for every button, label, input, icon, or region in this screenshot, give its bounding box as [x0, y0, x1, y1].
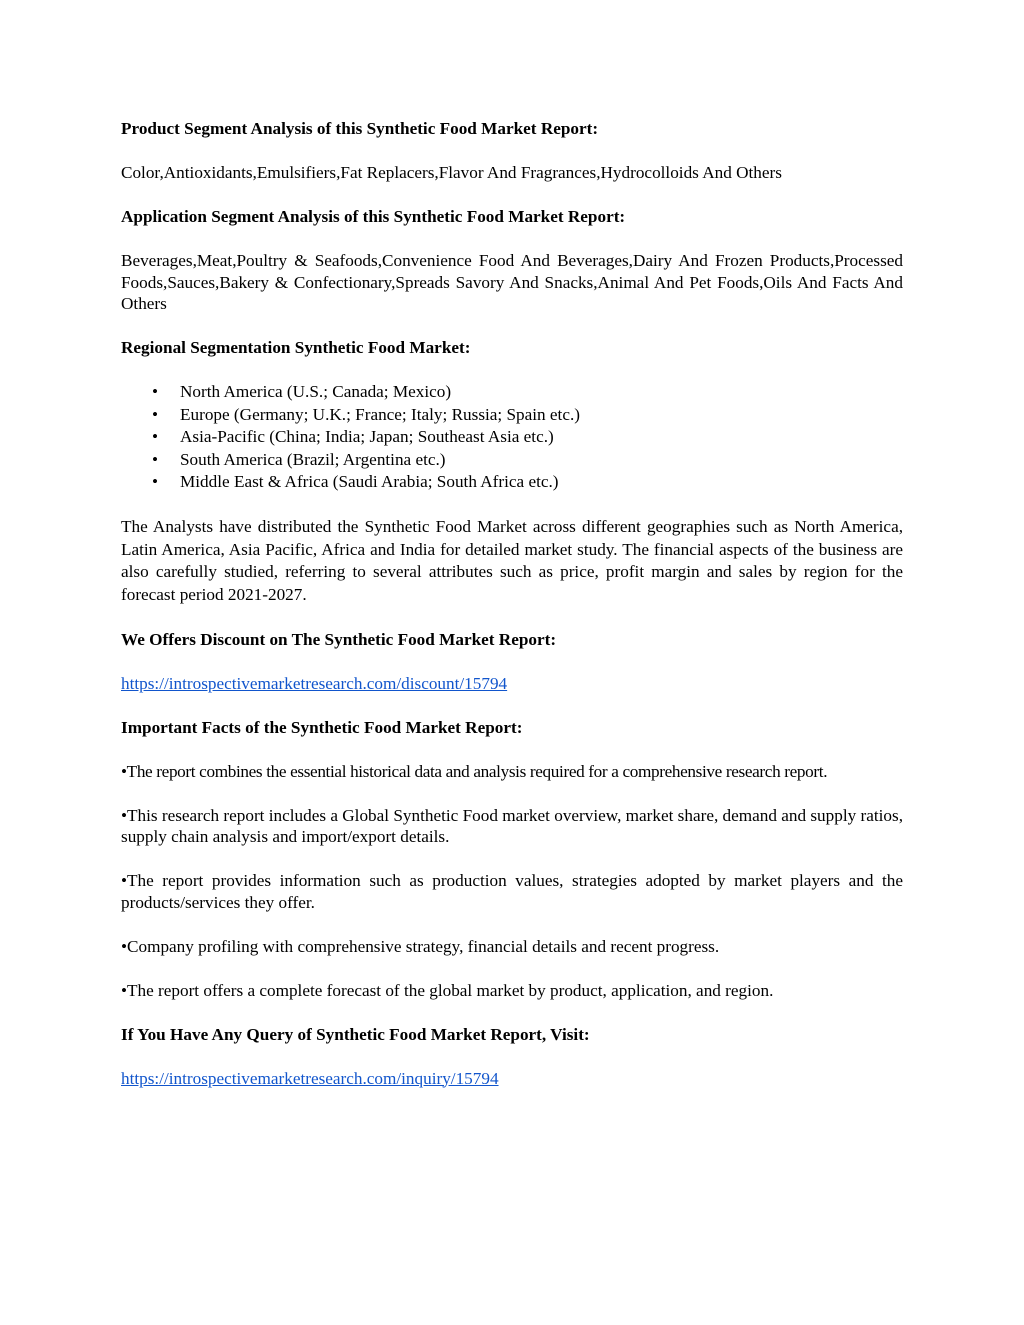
analysts-paragraph: The Analysts have distributed the Synthetic Food Market across different geographies such as North America, Latin America, Asia Pacific, Africa and India for detailed market study. The financial aspects of the business are also carefully studied, referring to several attributes such as price, profit margin and sales by region for the forecast period 2021-2027. [121, 517, 903, 604]
bullet-icon: • [151, 404, 159, 424]
region-label: North America (U.S.; Canada; Mexico) [180, 382, 452, 401]
list-item [121, 471, 903, 494]
bullet-icon: • [151, 382, 159, 401]
important-facts-heading: Important Facts of the Synthetic Food Market Report: [121, 717, 523, 737]
list-item [121, 449, 903, 472]
regional-segmentation-heading: Regional Segmentation Synthetic Food Market: [121, 338, 471, 357]
product-segment-heading: Product Segment Analysis of this Synthetic Food Market Report: [121, 119, 599, 138]
bullet-icon: • [151, 472, 159, 491]
bullet-icon: • [151, 427, 159, 446]
region-label: South America (Brazil; Argentina etc.) [180, 449, 446, 469]
bullet-icon: • [151, 449, 159, 469]
region-label: Asia-Pacific (China; India; Japan; Southeast Asia etc.) [180, 427, 554, 446]
fact-item: •The report provides information such as production values, strategies adopted by market players and the products/services they offer. [121, 871, 903, 912]
fact-item: •The report combines the essential historical data and analysis required for a comprehensive research report. [121, 761, 828, 781]
discount-link[interactable]: https://introspectivemarketresearch.com/discount/15794 [121, 673, 508, 693]
document-page [121, 118, 903, 1089]
list-item [121, 381, 903, 404]
query-heading: If You Have Any Query of Synthetic Food Market Report, Visit: [121, 1024, 590, 1044]
region-label: Middle East & Africa (Saudi Arabia; South Africa etc.) [180, 472, 559, 491]
application-segment-text: Beverages,Meat,Poultry & Seafoods,Convenience Food And Beverages,Dairy And Frozen Products,Processed Foods,Sauces,Bakery & Confectionary,Spreads Savory And Snacks,Animal And Pet Foods,Oils And Facts And Others [121, 251, 903, 313]
product-segment-text: Color,Antioxidants,Emulsifiers,Fat Replacers,Flavor And Fragrances,Hydrocolloids And Others [121, 163, 782, 182]
region-label: Europe (Germany; U.K.; France; Italy; Russia; Spain etc.) [180, 404, 580, 424]
fact-item: •This research report includes a Global Synthetic Food market overview, market share, demand and supply ratios, supply chain analysis and import/export details. [121, 805, 903, 846]
list-item [121, 426, 903, 449]
list-item [121, 404, 903, 427]
fact-item: •The report offers a complete forecast of the global market by product, application, and region. [121, 980, 774, 1000]
application-segment-heading: Application Segment Analysis of this Synthetic Food Market Report: [121, 207, 626, 226]
fact-item: •Company profiling with comprehensive strategy, financial details and recent progress. [121, 936, 720, 956]
discount-heading: We Offers Discount on The Synthetic Food Market Report: [121, 629, 557, 649]
inquiry-link[interactable]: https://introspectivemarketresearch.com/inquiry/15794 [121, 1068, 499, 1088]
regional-segmentation-list [121, 381, 903, 494]
